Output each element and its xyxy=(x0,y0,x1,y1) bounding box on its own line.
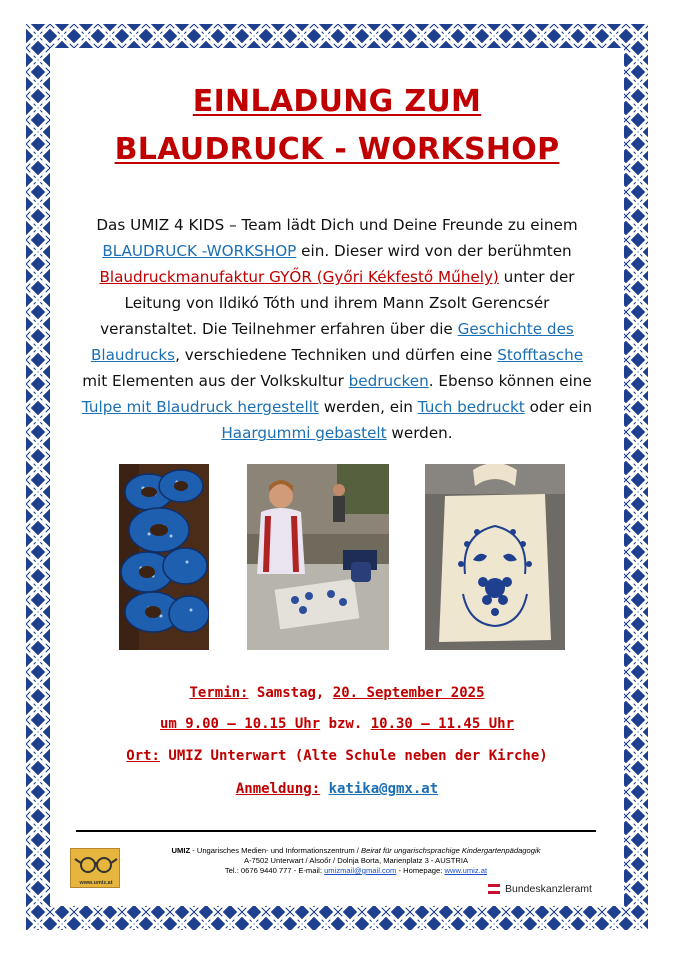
time-line xyxy=(0,716,674,732)
footer-tel: Tel.: 0676 9440 777 - E-mail: xyxy=(224,866,325,875)
intro-paragraph xyxy=(78,212,596,446)
termin-line xyxy=(0,685,674,701)
invitation-title-line1: EINLADUNG ZUM xyxy=(192,84,482,119)
anmeldung-email-link[interactable]: katika@gmx.at xyxy=(328,781,439,797)
workshop-scene-photo xyxy=(247,464,389,650)
glasses-icon xyxy=(71,849,121,879)
intro-text-5: mit Elementen aus der Volkskultur xyxy=(82,372,349,390)
intro-text-1: Das UMIZ 4 KIDS – Team lädt Dich und Deine Freunde zu einem xyxy=(96,216,578,234)
geschichte-link[interactable]: Geschichte des Blaudrucks xyxy=(90,320,574,364)
bundeskanzleramt-logo xyxy=(488,882,592,896)
time-separator: bzw. xyxy=(320,716,371,732)
termin-date: 20. September 2025 xyxy=(332,685,485,701)
anmeldung-line xyxy=(0,781,674,797)
haargummi-link[interactable]: Haargummi gebastelt xyxy=(221,424,387,442)
footer-hp-label: - Homepage: xyxy=(396,866,445,875)
footer-contact xyxy=(128,846,584,876)
intro-text-3: unter der Leitung von Ildikó Tóth und ihrem Mann Zsolt Gerencsér veranstaltet. Die Teilnehmer erfahren über die xyxy=(100,268,575,338)
intro-text-2: ein. Dieser wird von der berühmten xyxy=(296,242,572,260)
logo-url: www.umiz.at xyxy=(79,880,113,886)
intro-text-4: , verschiedene Techniken und dürfen eine xyxy=(175,346,498,364)
bedrucken-link[interactable]: bedrucken xyxy=(348,372,429,390)
tulpe-link[interactable]: Tulpe mit Blaudruck hergestellt xyxy=(81,398,319,416)
termin-label: Termin: xyxy=(189,685,249,701)
footer-homepage-link[interactable]: www.umiz.at xyxy=(444,866,488,875)
footer-org-desc: - Ungarisches Medien- und Informationszentrum / xyxy=(190,846,362,855)
footer-org-beirat: Beirat für ungarischsprachige Kindergartenpädagogik xyxy=(361,846,541,855)
umiz-logo xyxy=(70,848,120,888)
austria-flag-icon xyxy=(488,884,500,894)
workshop-link[interactable]: BLAUDRUCK -WORKSHOP xyxy=(102,242,297,260)
ort-value: UMIZ Unterwart (Alte Schule neben der Kirche) xyxy=(159,748,548,764)
stofftasche-link[interactable]: Stofftasche xyxy=(497,346,584,364)
ort-label: Ort: xyxy=(126,748,160,764)
ort-line xyxy=(0,748,674,764)
footer-contact-line xyxy=(128,866,584,876)
time-slot-1: um 9.00 – 10.15 Uhr xyxy=(159,716,321,732)
scrunchies-photo xyxy=(119,464,209,650)
sponsor-name: Bundeskanzleramt xyxy=(505,883,592,895)
intro-text-7: werden, ein xyxy=(318,398,418,416)
footer-email-link[interactable]: umizmail@gmail.com xyxy=(324,866,397,875)
manufaktur-link[interactable]: Blaudruckmanufaktur GYŐR (Győri Kékfestő Műhely) xyxy=(99,268,499,286)
footer-org-line xyxy=(128,846,584,856)
anmeldung-label: Anmeldung: xyxy=(235,781,321,797)
tote-bag-photo xyxy=(425,464,565,650)
tuch-link[interactable]: Tuch bedruckt xyxy=(417,398,525,416)
termin-day: Samstag, xyxy=(248,685,333,701)
intro-text-9: werden. xyxy=(386,424,453,442)
intro-text-8: oder ein xyxy=(524,398,593,416)
footer-divider xyxy=(76,830,596,832)
time-slot-2: 10.30 – 11.45 Uhr xyxy=(370,716,515,732)
invitation-title-line2: BLAUDRUCK - WORKSHOP xyxy=(114,132,560,167)
footer-org-short: UMIZ xyxy=(171,846,191,855)
footer-address: A-7502 Unterwart / Alsoőr / Dolnja Borta, Marienplatz 3 - AUSTRIA xyxy=(243,856,469,865)
intro-text-6: . Ebenso können eine xyxy=(428,372,592,390)
